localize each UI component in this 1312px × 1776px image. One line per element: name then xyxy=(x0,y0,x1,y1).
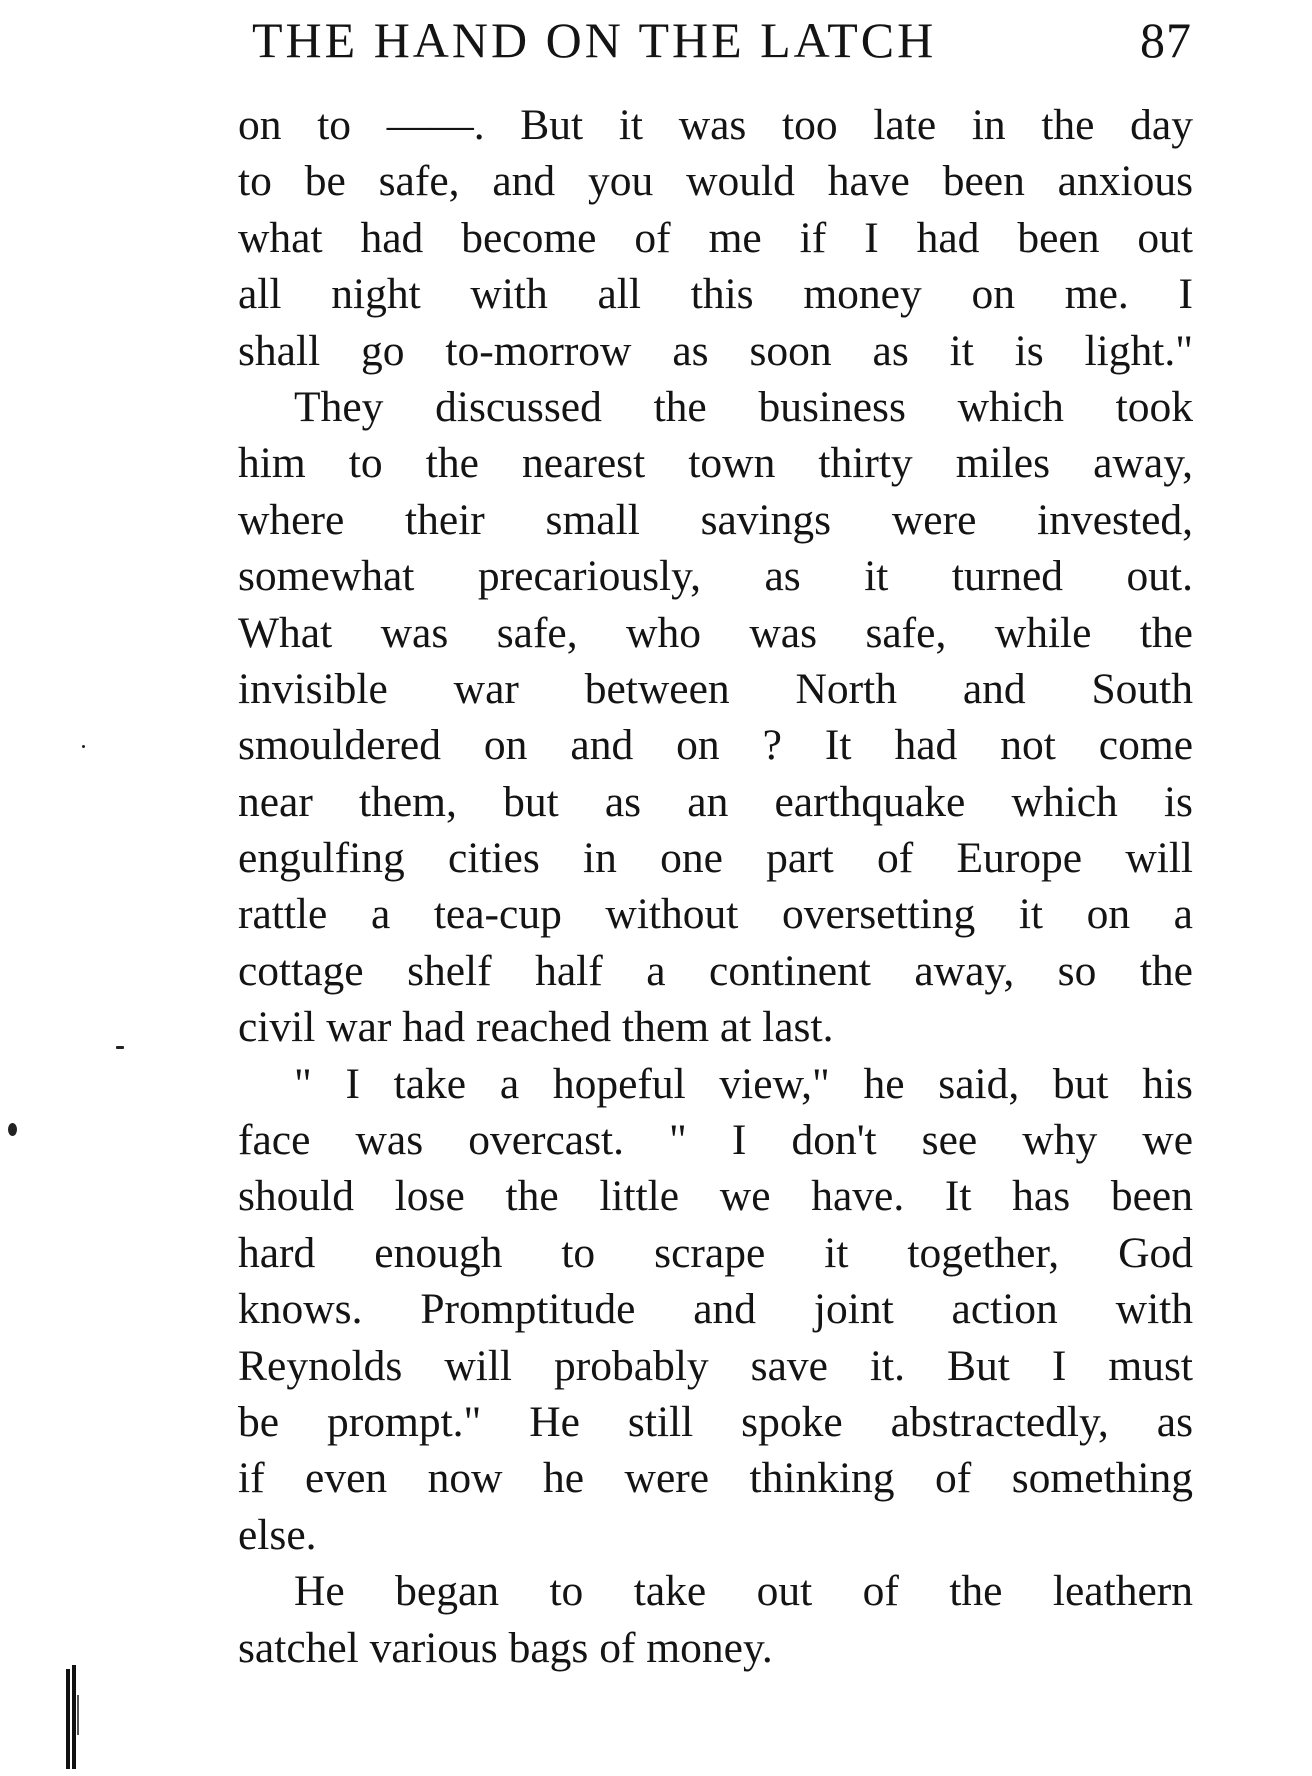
text-line: " I take a hopeful view," he said, but his xyxy=(294,1059,1193,1108)
running-head xyxy=(252,10,1192,70)
text-line: rattle a tea-cup without oversetting it on a xyxy=(238,890,1193,939)
text-line: He began to take out of the leathern xyxy=(294,1567,1193,1616)
text-line: civil war had reached them at last. xyxy=(238,1003,834,1052)
text-line: where their small savings were invested, xyxy=(238,495,1193,544)
scan-artifact-bar xyxy=(65,1665,79,1770)
scan-speck xyxy=(8,1123,17,1136)
running-head-title: THE HAND ON THE LATCH xyxy=(252,12,937,68)
scan-speck xyxy=(82,745,85,748)
text-line: on to ——. But it was too late in the day xyxy=(238,101,1193,149)
text-line: They discussed the business which took xyxy=(294,382,1193,431)
text-line: all night with all this money on me. I xyxy=(238,270,1193,319)
text-line: cottage shelf half a continent away, so the xyxy=(238,946,1193,995)
text-line: face was overcast. " I don't see why we xyxy=(238,1116,1193,1165)
text-line: invisible war between North and South xyxy=(238,664,1193,713)
text-line: smouldered on and on ? It had not come xyxy=(238,721,1193,770)
text-line: if even now he were thinking of something xyxy=(238,1454,1193,1503)
text-line: be prompt." He still spoke abstractedly, as xyxy=(238,1397,1193,1446)
text-line: hard enough to scrape it together, God xyxy=(238,1228,1193,1277)
text-line: near them, but as an earthquake which is xyxy=(238,777,1193,826)
text-line: satchel various bags of money. xyxy=(238,1623,773,1672)
text-line: Reynolds will probably save it. But I must xyxy=(238,1341,1193,1390)
text-line: should lose the little we have. It has been xyxy=(238,1172,1193,1221)
page-number: 87 xyxy=(1140,12,1192,68)
text-line: knows. Promptitude and joint action with xyxy=(238,1285,1193,1334)
text-line: engulfing cities in one part of Europe will xyxy=(238,834,1193,883)
body-text xyxy=(238,97,1193,1676)
text-line: what had become of me if I had been out xyxy=(238,213,1193,262)
text-line: somewhat precariously, as it turned out. xyxy=(238,552,1193,601)
text-line: him to the nearest town thirty miles away, xyxy=(238,439,1193,488)
scan-speck xyxy=(116,1046,124,1049)
text-line: shall go to-morrow as soon as it is light." xyxy=(238,326,1193,375)
text-line: else. xyxy=(238,1510,317,1559)
text-line: to be safe, and you would have been anxious xyxy=(238,157,1193,206)
text-line: What was safe, who was safe, while the xyxy=(238,608,1193,657)
